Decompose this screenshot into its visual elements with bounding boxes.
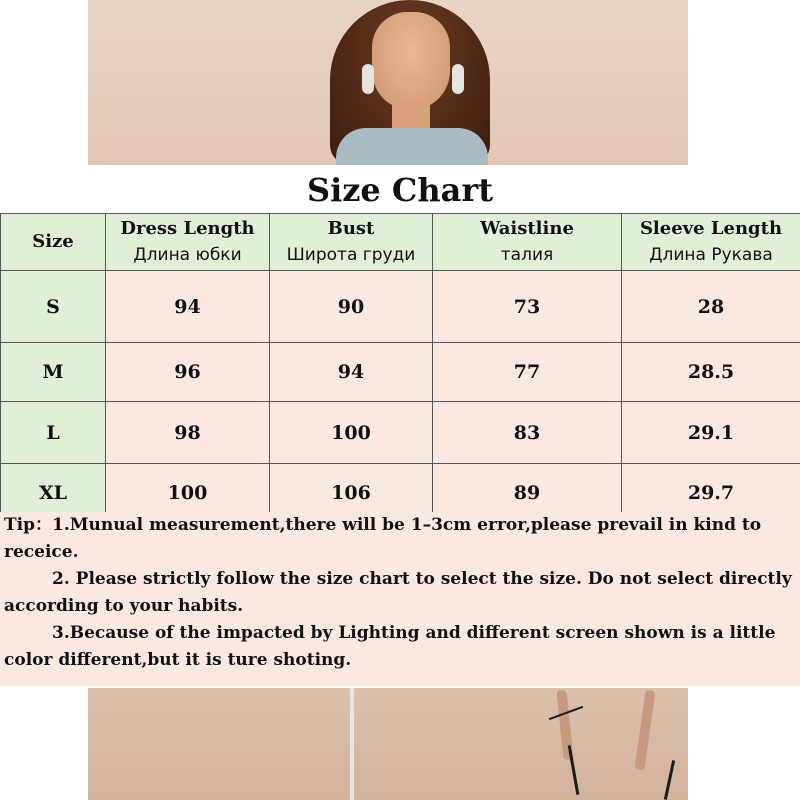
column-header-dress-length bbox=[106, 214, 270, 271]
table-row bbox=[1, 402, 800, 464]
table-cell: 73 bbox=[433, 271, 622, 343]
size-table bbox=[0, 213, 800, 523]
table-cell: 77 bbox=[433, 343, 622, 402]
stool-leg bbox=[350, 688, 354, 800]
table-cell: 90 bbox=[270, 271, 433, 343]
table-cell: 96 bbox=[106, 343, 270, 402]
tip-3: 3.Because of the impacted by Lighting and different screen shown is a little color different,but it is ture shoting. bbox=[4, 623, 776, 670]
table-cell: 94 bbox=[106, 271, 270, 343]
table-cell: 28.5 bbox=[622, 343, 800, 402]
table-cell: 29.1 bbox=[622, 402, 800, 464]
column-header-label: Size bbox=[32, 231, 74, 252]
earring-left bbox=[362, 64, 374, 94]
table-cell: 100 bbox=[270, 402, 433, 464]
column-header-sleeve-length bbox=[622, 214, 800, 271]
table-cell: 83 bbox=[433, 402, 622, 464]
table-header-row bbox=[1, 214, 800, 271]
model-face bbox=[372, 12, 450, 110]
size-cell: L bbox=[1, 402, 106, 464]
table-row bbox=[1, 271, 800, 343]
column-header-label-ru: Широта груди bbox=[286, 245, 416, 265]
tips-section bbox=[0, 512, 800, 686]
table-cell: 29.7 bbox=[622, 464, 800, 523]
column-header-label: Dress Length bbox=[120, 218, 255, 239]
table-cell: 106 bbox=[270, 464, 433, 523]
page-title: Size Chart bbox=[306, 171, 494, 209]
table-cell: 94 bbox=[270, 343, 433, 402]
table-cell: 28 bbox=[622, 271, 800, 343]
earring-right bbox=[452, 64, 464, 94]
column-header-label: Waistline bbox=[480, 218, 574, 239]
size-cell: M bbox=[1, 343, 106, 402]
column-header-size bbox=[1, 214, 106, 271]
column-header-label: Bust bbox=[327, 218, 375, 239]
column-header-label-ru: Длина юбки bbox=[133, 245, 242, 265]
model-dress bbox=[336, 128, 488, 168]
model-photo-bottom bbox=[88, 688, 688, 800]
column-header-waistline bbox=[433, 214, 622, 271]
size-cell: XL bbox=[1, 464, 106, 523]
table-row bbox=[1, 343, 800, 402]
table-cell: 89 bbox=[433, 464, 622, 523]
column-header-bust bbox=[270, 214, 433, 271]
tip-2: 2. Please strictly follow the size chart to select the size. Do not select directly according to your habits. bbox=[4, 569, 792, 616]
column-header-label: Sleeve Length bbox=[639, 218, 783, 239]
table-cell: 98 bbox=[106, 402, 270, 464]
size-cell: S bbox=[1, 271, 106, 343]
table-cell: 100 bbox=[106, 464, 270, 523]
tip-1: Tip：1.Munual measurement,there will be 1–3cm error,please prevail in kind to receice. bbox=[4, 515, 762, 562]
column-header-label-ru: талия bbox=[500, 245, 554, 265]
column-header-label-ru: Длина Рукава bbox=[649, 245, 773, 265]
